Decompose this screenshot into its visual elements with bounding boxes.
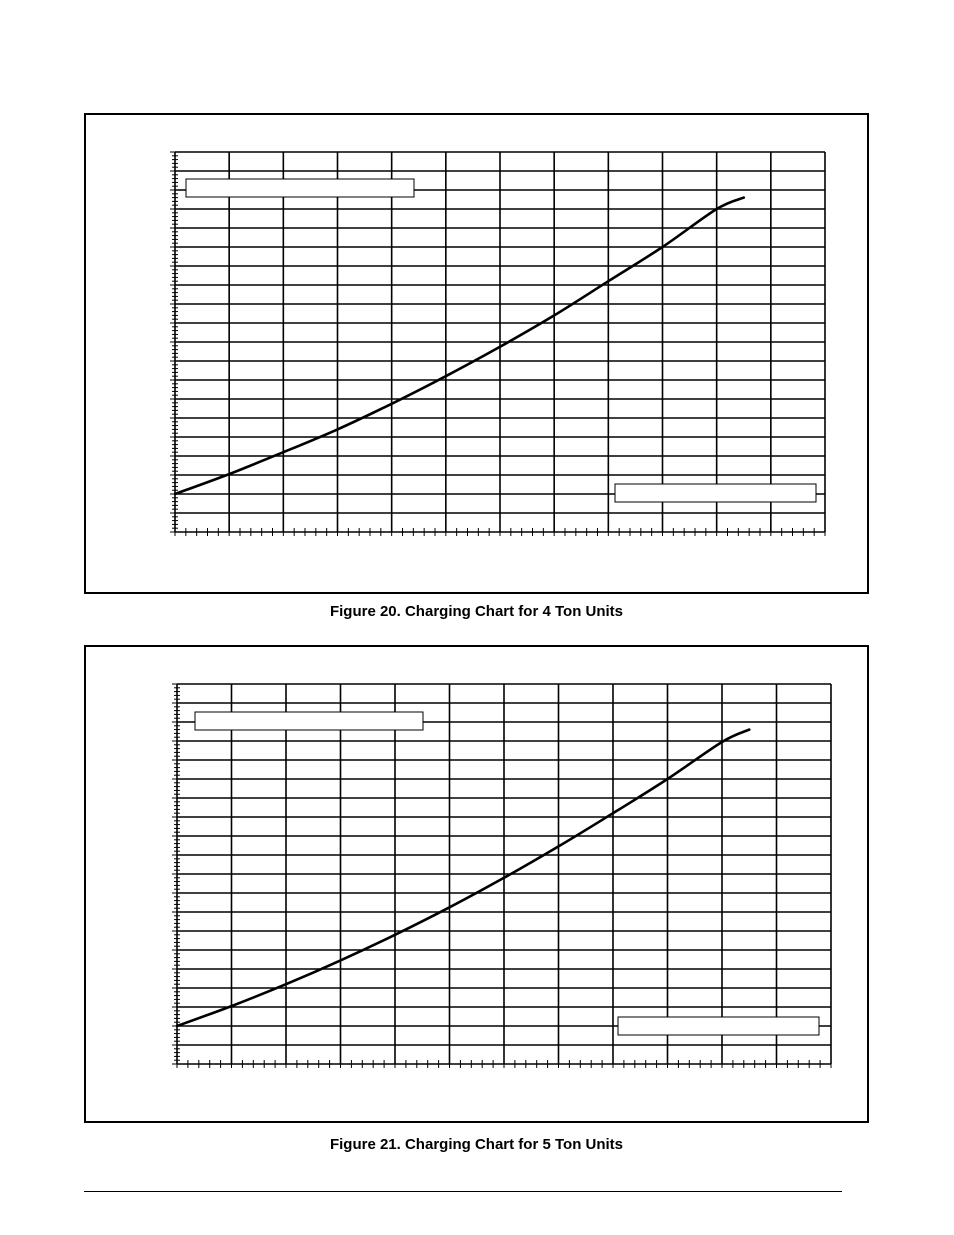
y-axis-minor-ticks — [170, 152, 180, 532]
horizontal-gridlines — [177, 684, 831, 1064]
x-axis-minor-ticks — [175, 528, 825, 536]
y-axis-minor-ticks — [172, 684, 182, 1064]
charging-chart-4-ton — [86, 115, 871, 596]
figure-20-caption: Figure 20. Charging Chart for 4 Ton Units — [329, 603, 624, 620]
footer-divider — [84, 1191, 842, 1192]
figure-20-frame — [84, 113, 869, 594]
figure-21-caption: Figure 21. Charging Chart for 5 Ton Units — [329, 1136, 624, 1153]
annotation-box — [618, 1017, 819, 1035]
figure-21-frame — [84, 645, 869, 1123]
annotation-box — [615, 484, 816, 502]
legend-box — [195, 712, 423, 730]
charging-chart-5-ton — [86, 647, 871, 1125]
horizontal-gridlines — [175, 152, 825, 532]
x-axis-minor-ticks — [177, 1060, 831, 1068]
legend-box — [186, 179, 414, 197]
